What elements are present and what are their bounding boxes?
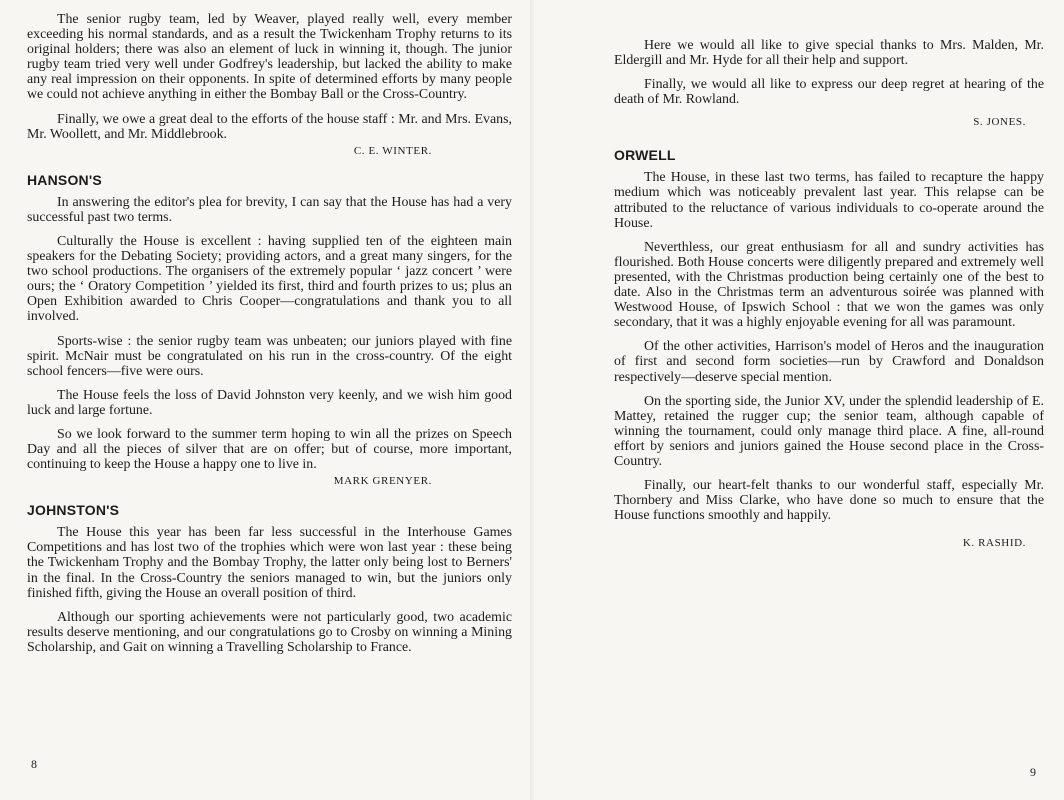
- paragraph: On the sporting side, the Junior XV, under the splendid leadership of E. Mattey, retained the rugger cup; the senior team, although capable of winning the tournament, could only manage third place. A fine, all-round effort by seniors and juniors gained the House second place in the Cross-Country.: [614, 393, 1044, 469]
- paragraph: Culturally the House is excellent : having supplied ten of the eighteen main speakers for the Debating Society; providing actors, and a great many singers, for the two school productions. The organisers of the extremely popular ‘ jazz concert ’ were ours; the ‘ Oratory Competition ’ yielded its first, third and fourth prizes to us; plus an Open Exhibition awarded to Chris Cooper—congratulations and thank you to all involved.: [27, 233, 512, 325]
- page-number: 8: [31, 757, 37, 771]
- paragraph: The senior rugby team, led by Weaver, played really well, every member exceeding his normal standards, and as a result the Twickenham Trophy returns to its original holders; there was also an element of luck in winning it, though. The junior rugby team tried very well under Godfrey's leadership, but lacked the ability to make any real impression on their opponents. In spite of determined efforts by many people we could not achieve anything in either the Bombay Ball or the Cross-Country.: [27, 12, 512, 103]
- paragraph: Finally, we would all like to express our deep regret at hearing of the death of Mr. Rowland.: [614, 77, 1044, 108]
- paragraph: Here we would all like to give special thanks to Mrs. Malden, Mr. Eldergill and Mr. Hyde for all their help and support.: [614, 38, 1044, 69]
- page-right: [532, 0, 1064, 800]
- section-heading-orwell: ORWELL: [614, 147, 676, 164]
- page-number: 9: [1030, 765, 1036, 779]
- signature: S. JONES.: [973, 116, 1026, 129]
- signature: K. RASHID.: [962, 537, 1026, 550]
- section-heading-johnstons: JOHNSTON'S: [27, 502, 120, 519]
- section-heading-hansons: HANSON'S: [27, 171, 102, 188]
- paragraph: So we look forward to the summer term hoping to win all the prizes on Speech Day and all the pieces of silver that are on offer; but of course, more important, continuing to keep the House a happy one to live in.: [27, 426, 512, 473]
- paragraph: The House, in these last two terms, has failed to recapture the happy medium which was noticeably prevalent last year. This relapse can be attributed to the reluctance of various individuals to co-operate around the House.: [614, 170, 1044, 231]
- paragraph: The House feels the loss of David Johnston very keenly, and we wish him good luck and large fortune.: [27, 387, 512, 418]
- paragraph: Neverthless, our great enthusiasm for all and sundry activities has flourished. Both House concerts were diligently prepared and extremely well presented, with the Christmas production being certainly one of the best to date. Also in the Christmas term an adventurous soirée was planned with Westwood House, of Ipswich School : that we won the games was only secondary, that it was a highly enjoyable evening for all was paramount.: [614, 239, 1044, 331]
- signature: MARK GRENYER.: [333, 475, 432, 488]
- paragraph: Finally, our heart-felt thanks to our wonderful staff, especially Mr. Thornbery and Miss Clarke, who have done so much to ensure that the House functions smoothly and happily.: [614, 478, 1044, 524]
- paragraph: Although our sporting achievements were not particularly good, two academic results deserve mentioning, and our congratulations go to Crosby on winning a Mining Scholarship, and Gait on winning a Travelling Scholarship to France.: [27, 609, 512, 655]
- paragraph: Finally, we owe a great deal to the efforts of the house staff : Mr. and Mrs. Evans, Mr. Woollett, and Mr. Middlebrook.: [27, 111, 512, 142]
- signature: C. E. WINTER.: [353, 144, 432, 157]
- paragraph: The House this year has been far less successful in the Interhouse Games Competitions and has lost two of the trophies which were won last year : these being the Twickenham Trophy and the Bombay Trophy, the latter only being lost to Berners' in the final. In the Cross-Country the seniors managed to win, but the juniors only finished fifth, giving the House an overall position of third.: [27, 525, 512, 601]
- paragraph: Of the other activities, Harrison's model of Heros and the inauguration of first and second form societies—run by Crawford and Donaldson respectively—deserve special mention.: [614, 339, 1044, 385]
- paragraph: In answering the editor's plea for brevity, I can say that the House has had a very successful past two terms.: [27, 194, 512, 225]
- paragraph: Sports-wise : the senior rugby team was unbeaten; our juniors played with fine spirit. McNair must be congratulated on his run in the cross-country. Of the eight school fencers—five were ours.: [27, 333, 512, 379]
